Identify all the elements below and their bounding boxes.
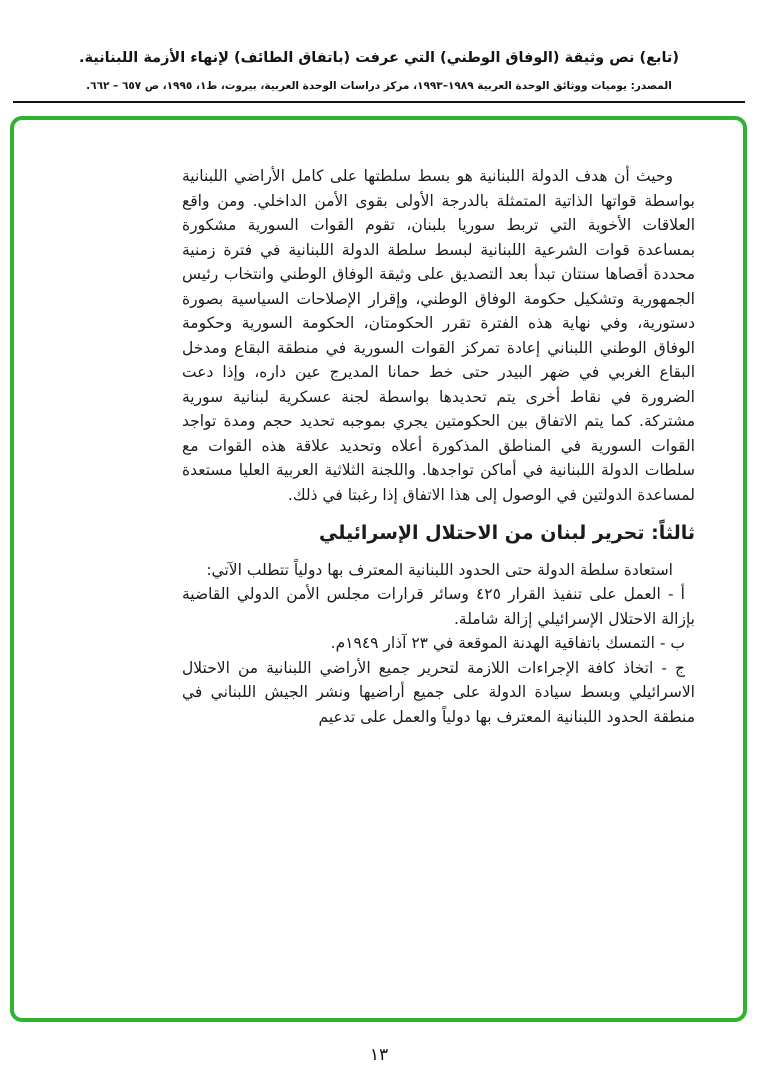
list-item-a: أ - العمل على تنفيذ القرار ٤٢٥ وسائر قرارات مجلس الأمن الدولي القاضية بإزالة الاحتلال الإسرائيلي إزالة شاملة. — [182, 585, 695, 628]
section-heading-third: ثالثاً: تحرير لبنان من الاحتلال الإسرائيلي — [319, 522, 695, 544]
paragraph-intro-liberation: استعادة سلطة الدولة حتى الحدود اللبنانية المعترف بها دولياً تتطلب الآتي: — [206, 560, 673, 579]
content-frame — [10, 116, 747, 1022]
header-divider — [13, 101, 745, 103]
page-number: ١٣ — [369, 1045, 389, 1065]
paragraph-syrian-forces: وحيث أن هدف الدولة اللبنانية هو بسط سلطتها على كامل الأراضي اللبنانية بواسطة قواتها الذاتية المتمثلة بالدرجة الأولى بقوى الأمن الداخلي. ومن واقع العلاقات الأخوية التي تربط سوريا بلبنان، تقوم القوات السورية مشكورة بمساعدة قوات الشرعية اللبنانية لبسط سلطة الدولة اللبنانية في فترة زمنية محددة أقصاها سنتان تبدأ بعد التصديق على وثيقة الوفاق الوطني وانتخاب رئيس الجمهورية وتشكيل حكومة الوفاق الوطني، وإقرار الإصلاحات السياسية بصورة دستورية، وفي نهاية هذه الفترة تقرر الحكومتان، الحكومة السورية وحكومة الوفاق الوطني اللبناني إعادة تمركز القوات السورية في منطقة البقاع ومدخل البقاع الغربي في ضهر البيدر حتى خط حمانا المديرج عين داره، وإذا دعت الضرورة في نقاط أخرى يتم تحديدها بواسطة لجنة عسكرية لبنانية سورية مشتركة. كما يتم الاتفاق بين الحكومتين يجري بموجبه تحديد حجم ومدة تواجد القوات السورية في المناطق المذكورة أعلاه وتحديد علاقة هذه القوات مع سلطات الدولة اللبنانية في أماكن تواجدها. واللجنة الثلاثية العربية العليا مستعدة لمساعدة الدولتين في الوصول إلى هذا الاتفاق إذا رغبتا في ذلك. — [182, 167, 695, 504]
list-item-b: ب - التمسك باتفاقية الهدنة الموقعة في ٢٣ آذار ١٩٤٩م. — [330, 634, 685, 653]
document-title: (تابع) نص وثيقة (الوفاق الوطني) التي عرفت (باتفاق الطائف) لإنهاء الأزمة اللبنانية. — [78, 50, 679, 66]
body-text — [14, 120, 743, 729]
document-header — [0, 48, 758, 103]
list-item-c: ج - اتخاذ كافة الإجراءات اللازمة لتحرير جميع الأراضي اللبنانية من الاحتلال الاسرائيلي وبسط سيادة الدولة على جميع أراضيها ونشر الجيش اللبناني في منطقة الحدود اللبنانية المعترف بها دولياً والعمل على تدعيم — [182, 658, 695, 726]
source-citation: المصدر: يوميات ووثائق الوحدة العربية ١٩٨٩–١٩٩٣، مركز دراسات الوحدة العربية، بيروت، ط١، ١٩٩٥، ص ٦٥٧ – ٦٦٢. — [86, 79, 672, 92]
